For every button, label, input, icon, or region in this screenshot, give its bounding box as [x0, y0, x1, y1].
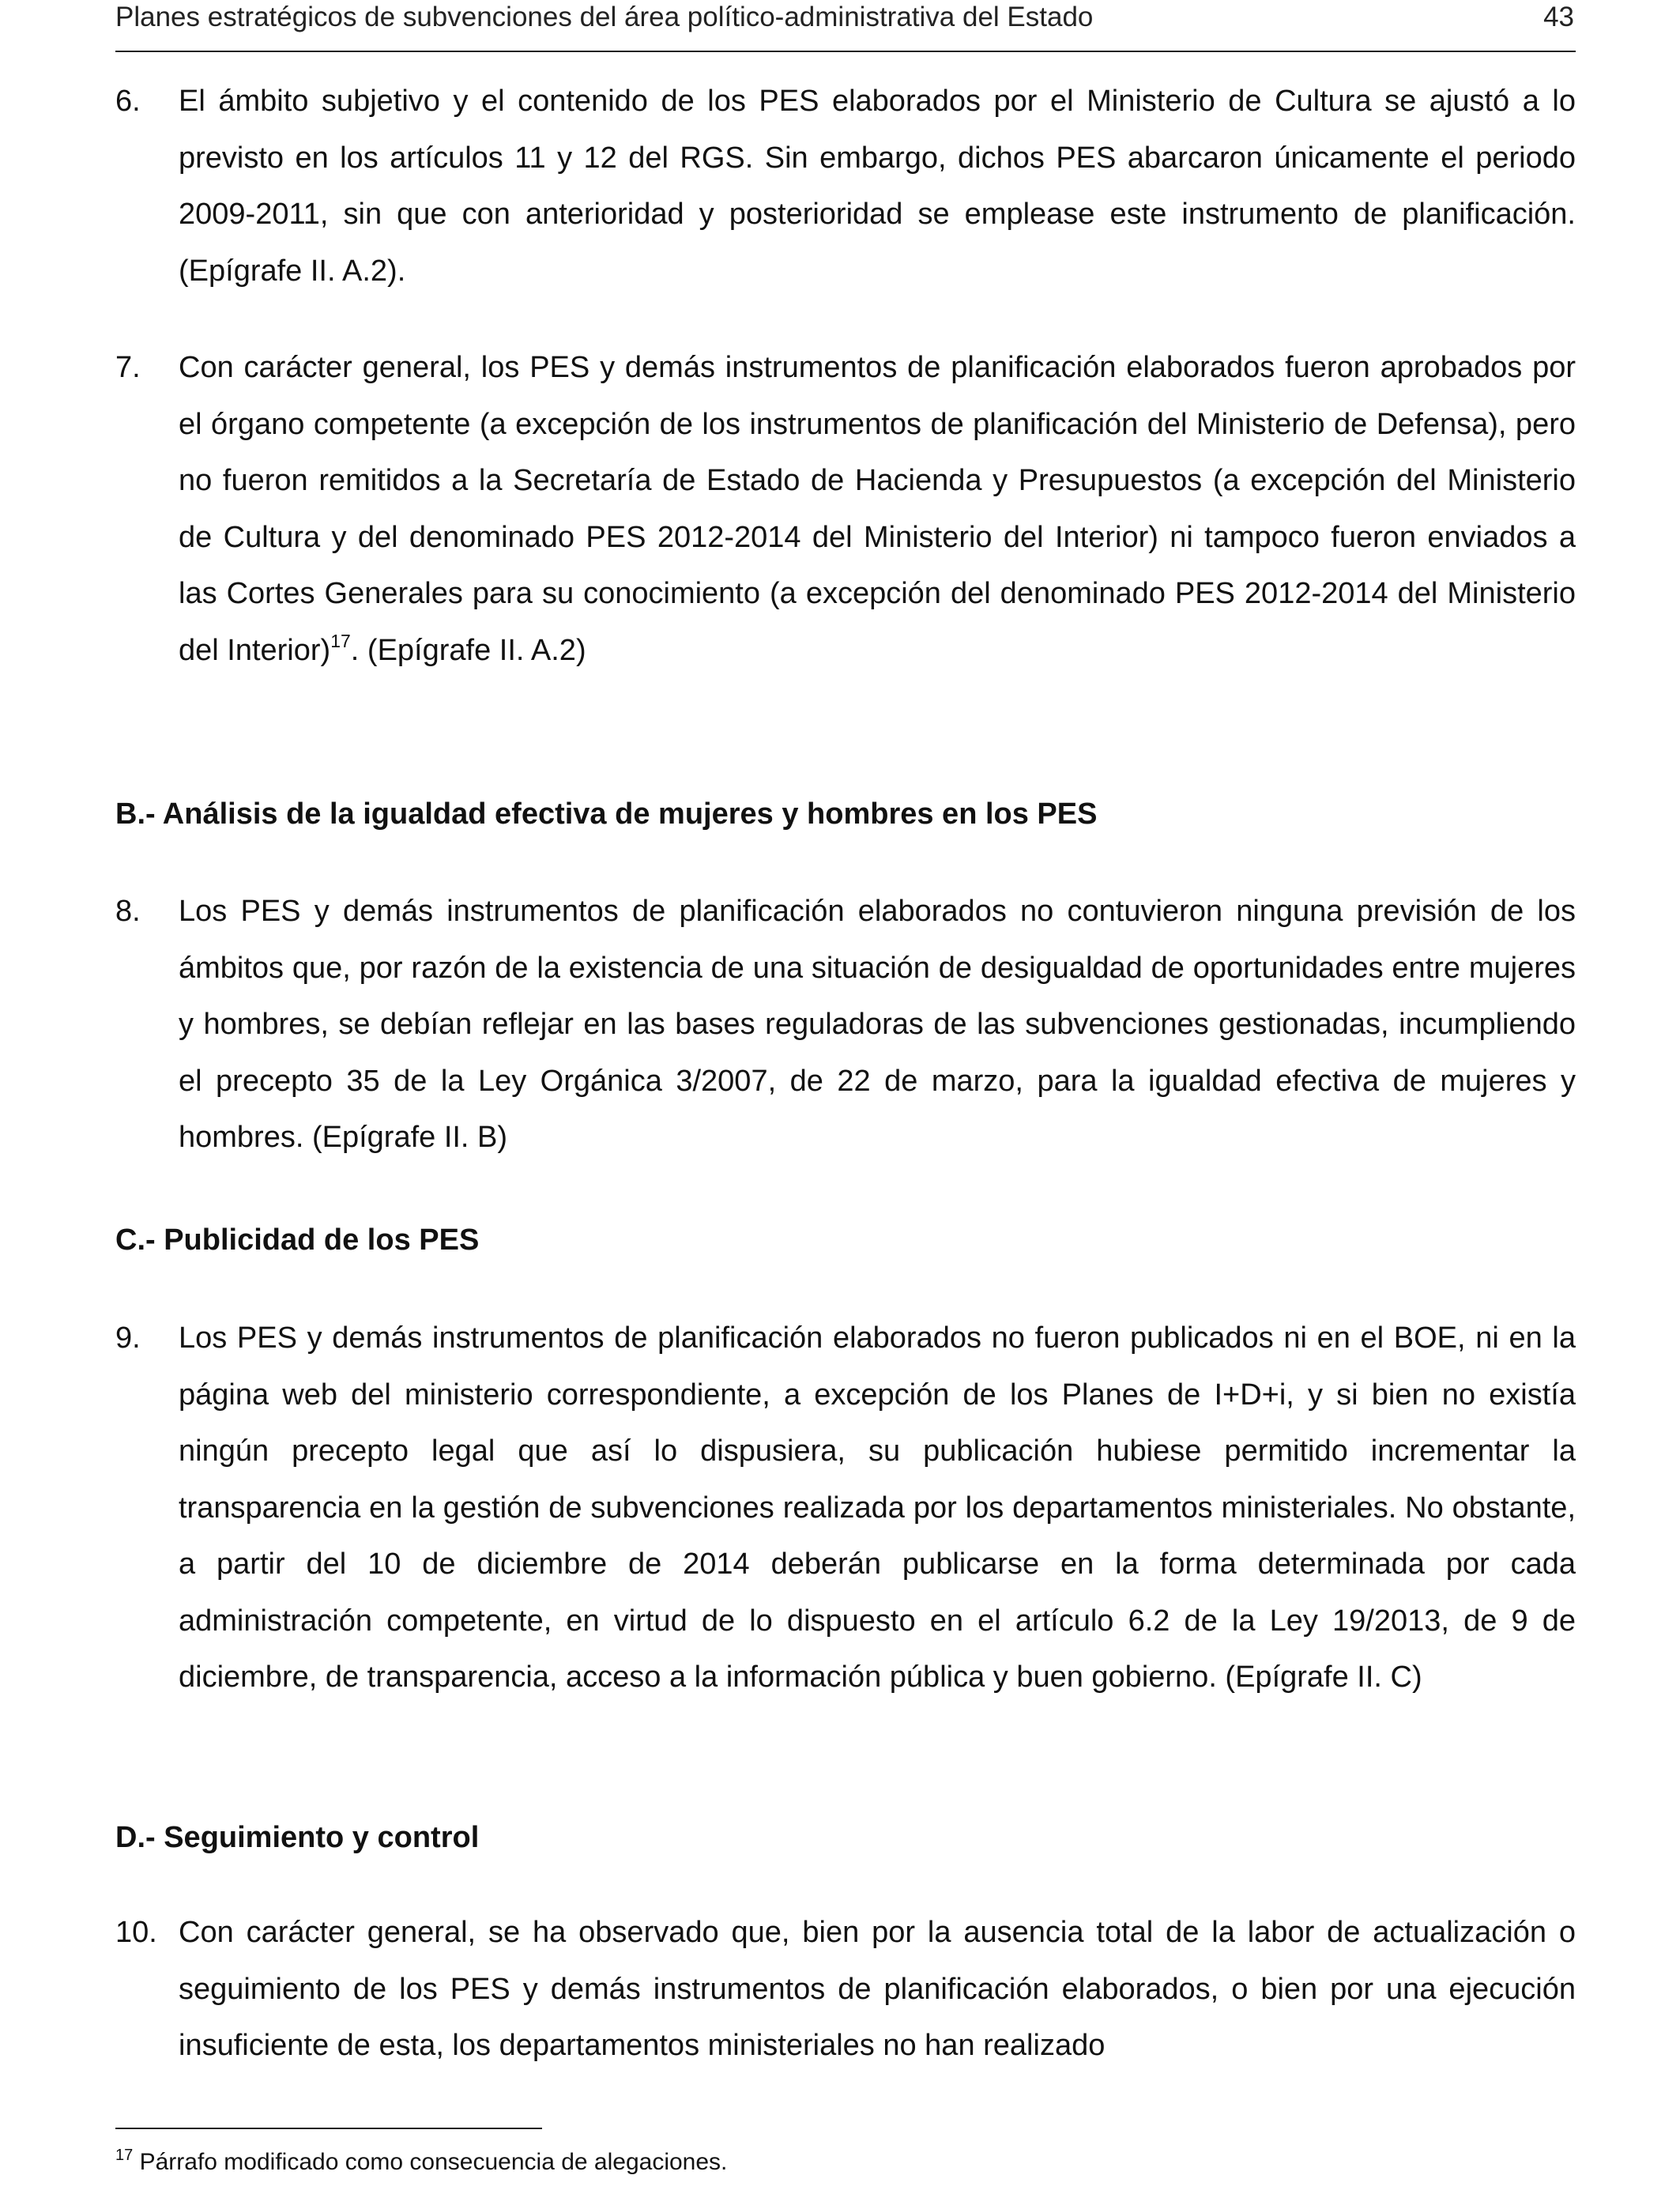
section-heading-b: B.- Análisis de la igualdad efectiva de mujeres y hombres en los PES [115, 797, 1098, 831]
footnote-text: Párrafo modificado como consecuencia de alegaciones. [139, 2149, 728, 2175]
item-number: 8. [115, 895, 141, 928]
item-text-main: Con carácter general, los PES y demás instrumentos de planificación elaborados fueron aprobados por el órgano competente (a excepción de los instrumentos de planificación del Ministerio de Defensa), pero no fueron remitidos a la Secretaría de Estado de Hacienda y Presupuestos (a excepción del Ministerio de Cultura y del denominado PES 2012-2014 del Ministerio del Interior) ni tampoco fueron enviados a las Cortes Generales para su conocimiento (a excepción del denominado PES 2012-2014 del Ministerio del Interior) [179, 351, 1576, 667]
running-header-title: Planes estratégicos de subvenciones del área político-administrativa del Estado [115, 2, 1094, 32]
footnote-ref: 17 [330, 630, 351, 651]
item-text: Los PES y demás instrumentos de planificación elaborados no fueron publicados ni en el BOE, ni en la página web del ministerio correspondiente, a excepción de los Planes de I+D+i, y si bien no existía ningún precepto legal que así lo dispusiera, su publicación hubiese permitido incrementar la transparencia en la gestión de subvenciones realizada por los departamentos ministeriales. No obstante, a partir del 10 de diciembre de 2014 deberán publicarse en la forma determinada por cada administración competente, en virtud de lo dispuesto en el artículo 6.2 de la Ley 19/2013, de 9 de diciembre, de transparencia, acceso a la información pública y buen gobierno. (Epígrafe II. C) [179, 1321, 1576, 1694]
running-header [115, 0, 1576, 52]
item-text: El ámbito subjetivo y el contenido de los PES elaborados por el Ministerio de Cultura se ajustó a lo previsto en los artículos 11 y 12 del RGS. Sin embargo, dichos PES abarcaron únicamente el periodo 2009-2011, sin que con anterioridad y posterioridad se emplease este instrumento de planificación. (Epígrafe II. A.2). [179, 85, 1576, 288]
footnote-number: 17 [115, 2147, 134, 2164]
item-text: Los PES y demás instrumentos de planificación elaborados no contuvieron ninguna previsión de los ámbitos que, por razón de la existencia de una situación de desigualdad de oportunidades entre mujeres y hombres, se debían reflejar en las bases reguladoras de las subvenciones gestionadas, incumpliendo el precepto 35 de la Ley Orgánica 3/2007, de 22 de marzo, para la igualdad efectiva de mujeres y hombres. (Epígrafe II. B) [179, 895, 1576, 1154]
item-number: 6. [115, 85, 141, 118]
section-heading-c: C.- Publicidad de los PES [115, 1223, 480, 1257]
footnote-divider [115, 2128, 542, 2129]
section-heading-d: D.- Seguimiento y control [115, 1821, 480, 1854]
item-number: 10. [115, 1916, 157, 1949]
item-text [179, 340, 1576, 679]
footnote [115, 2147, 727, 2178]
item-number: 7. [115, 351, 141, 384]
item-text-tail: . (Epígrafe II. A.2) [350, 633, 586, 667]
page-number: 43 [1543, 2, 1574, 32]
item-text: Con carácter general, se ha observado que, bien por la ausencia total de la labor de actualización o seguimiento de los PES y demás instrumentos de planificación elaborados, o bien por una ejecución insuficiente de esta, los departamentos ministeriales no han realizado [179, 1916, 1576, 2062]
item-number: 9. [115, 1321, 141, 1355]
